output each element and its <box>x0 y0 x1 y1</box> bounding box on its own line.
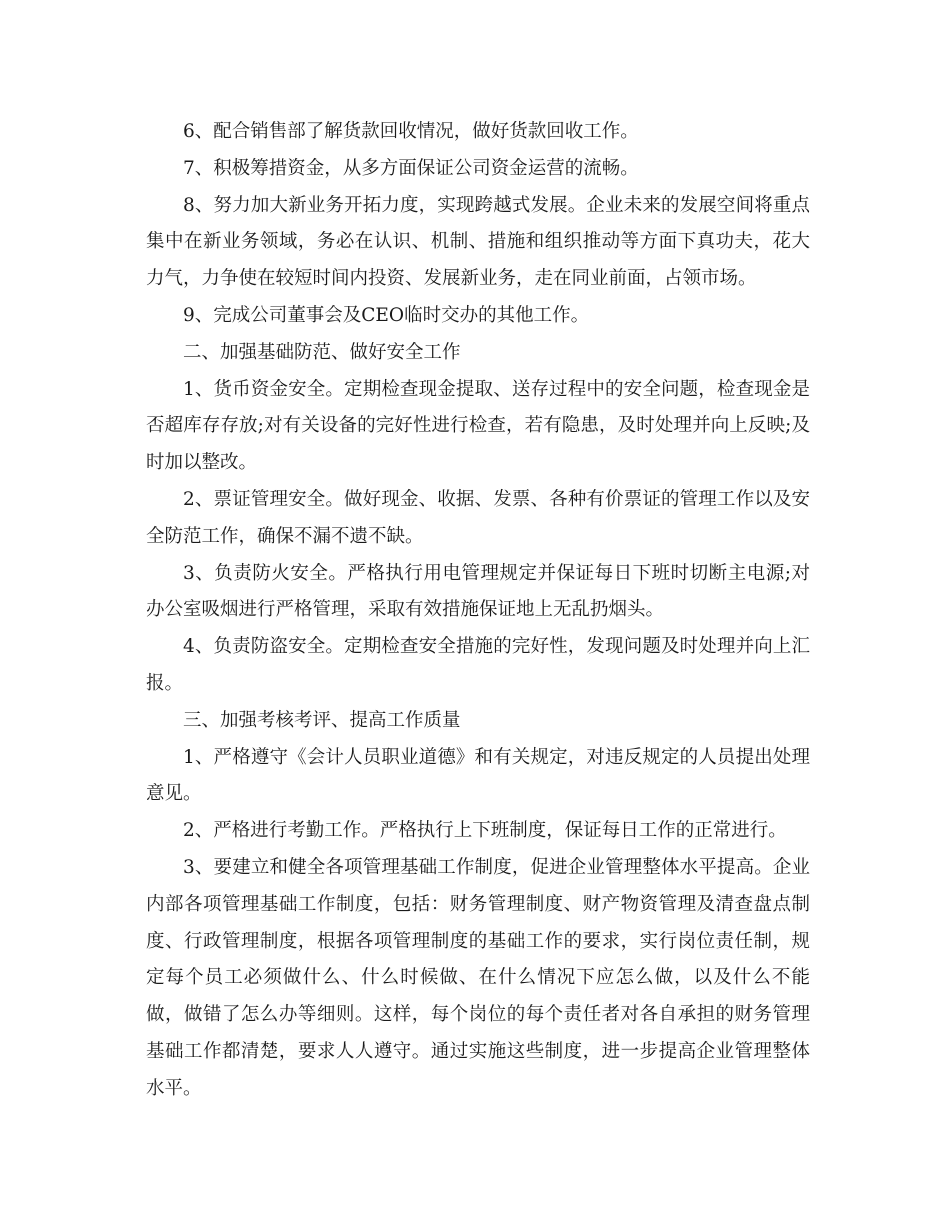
paragraph-attendance: 2、严格进行考勤工作。严格执行上下班制度，保证每日工作的正常进行。 <box>183 820 787 842</box>
paragraph-monetary-safety: 1、货币资金安全。定期检查现金提取、送存过程中的安全问题，检查现金是否超库存存放;对有关设备的完好性进行检查，若有隐患，及时处理并向上反映;及时加以整改。 <box>146 378 810 474</box>
paragraph-item-9-other-tasks: 9、完成公司董事会及CEO临时交办的其他工作。 <box>183 304 590 326</box>
paragraph-theft-safety: 4、负责防盗安全。定期检查安全措施的完好性，发现问题及时处理并向上汇报。 <box>146 636 810 694</box>
paragraph-item-6-receivables: 6、配合销售部了解货款回收情况，做好货款回收工作。 <box>183 121 639 142</box>
paragraph-fire-safety: 3、负责防火安全。严格执行用电管理规定并保证每日下班时切断主电源;对办公室吸烟进行严格管理，采取有效措施保证地上无乱扔烟头。 <box>146 562 810 621</box>
paragraph-item-7-funding: 7、积极筹措资金，从多方面保证公司资金运营的流畅。 <box>183 157 639 179</box>
paragraph-ethics-compliance: 1、严格遵守《会计人员职业道德》和有关规定，对违反规定的人员提出处理意见。 <box>146 746 810 805</box>
paragraph-voucher-safety: 2、票证管理安全。做好现金、收据、发票、各种有价票证的管理工作以及安全防范工作，确保不漏不遗不缺。 <box>146 488 810 547</box>
paragraph-item-8-new-business: 8、努力加大新业务开拓力度，实现跨越式发展。企业未来的发展空间将重点集中在新业务领域，务必在认识、机制、措施和组织推动等方面下真功夫，花大力气，力争使在较短时间内投资、发展新业务，走在同业前面，占领市场。 <box>146 194 810 290</box>
section-heading-assessment: 三、加强考核考评、提高工作质量 <box>183 709 461 731</box>
section-heading-safety: 二、加强基础防范、做好安全工作 <box>183 341 461 363</box>
paragraph-management-system: 3、要建立和健全各项管理基础工作制度，促进企业管理整体水平提高。企业内部各项管理基础工作制度，包括：财务管理制度、财产物资管理及清查盘点制度、行政管理制度，根据各项管理制度的基础工作的要求，实行岗位责任制，规定每个员工必须做什么、什么时候做、在什么情况下应怎么做，以及什么不能做，做错了怎么办等细则。这样，每个岗位的每个责任者对各自承担的财务管理基础工作都清楚，要求人人遵守。通过实施这些制度，进一步提高企业管理整体水平。 <box>146 856 810 1099</box>
document-body <box>146 114 810 1108</box>
